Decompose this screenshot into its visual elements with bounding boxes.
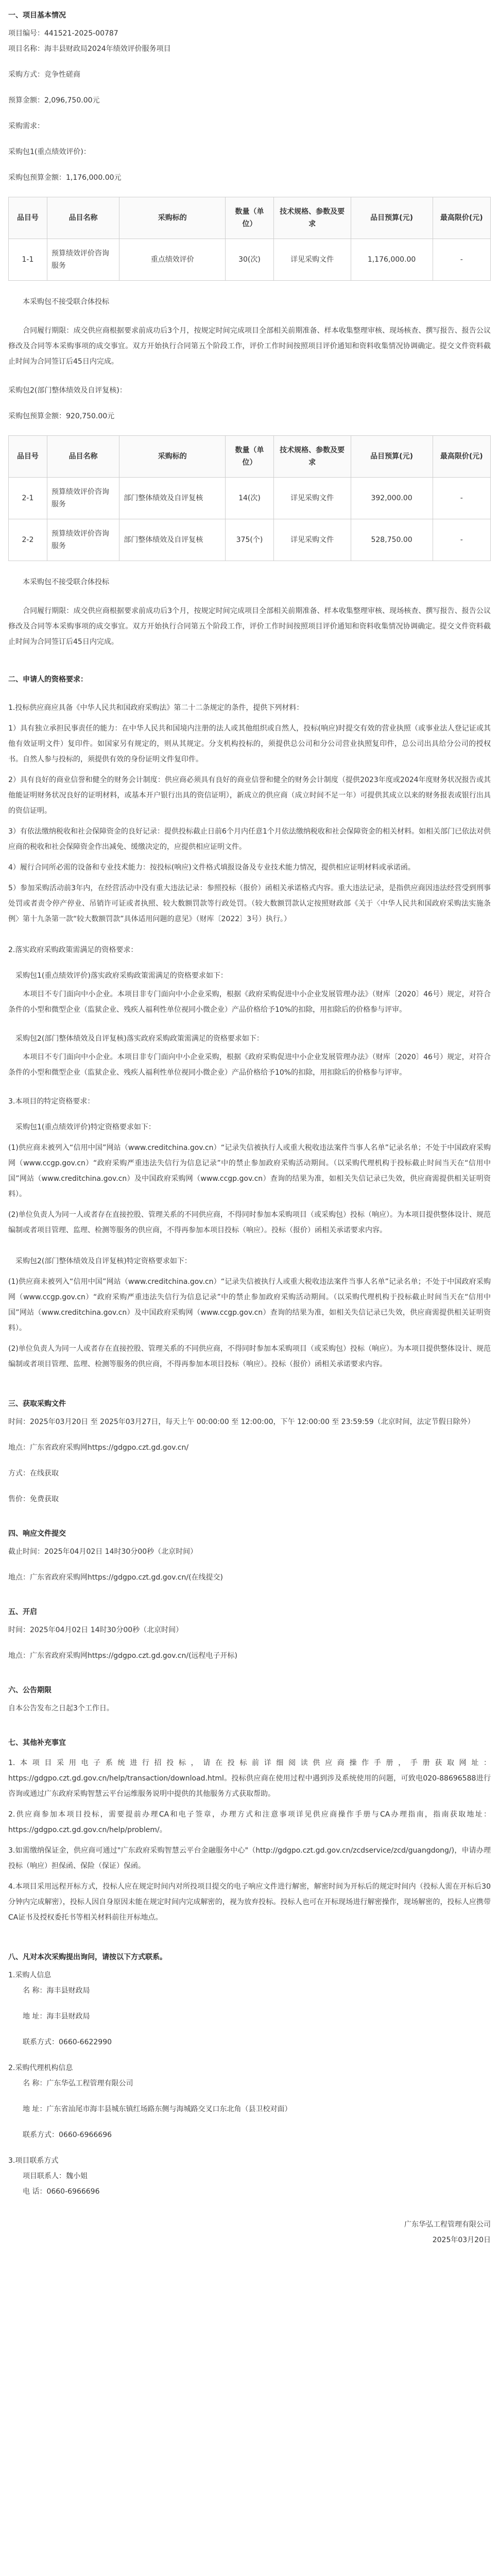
policy-package-2-label: 采购包2(部门整体绩效及自评复核)落实政府采购政策需满足的资格要求如下： xyxy=(15,1035,264,1043)
agent-name: 名 称：广东华弘工程管理有限公司 xyxy=(23,2079,133,2088)
buyer-phone: 联系方式：0660-6622990 xyxy=(23,2038,112,2046)
col-header: 采购标的 xyxy=(119,197,226,239)
table-cell: 375(个) xyxy=(226,519,274,561)
section-2-title: 二、申请人的资格要求： xyxy=(8,675,88,684)
procurement-method: 采购方式：竞争性磋商 xyxy=(8,71,80,79)
package-2-performance: 合同履行期限：成交供应商根据要求前成功后3个月，按规定时间完成项目全部相关前期准备、样本收集整理审核、现场核查、撰写报告、报告公议修改及合同等本采购事项的成交事宜。双方开始执行合同第五个阶段工作，评价工作时间按照项目评价通知和资料收集情况协调确定。提交文件资料截止时间为合同签订后45日内完成。 xyxy=(8,607,491,646)
table-cell: - xyxy=(433,239,490,281)
table-header-row xyxy=(9,436,491,478)
table-cell: 详见采购文件 xyxy=(273,478,351,519)
package-2-budget: 采购包预算金额：920,750.00元 xyxy=(8,412,115,420)
section-3-title: 三、获取采购文件 xyxy=(8,1400,66,1408)
project-name: 项目名称：海丰县财政局2024年绩效评价服务项目 xyxy=(8,45,171,53)
section-6-title: 六、公告期限 xyxy=(8,1686,51,1694)
footer-date: 2025年03月20日 xyxy=(432,2236,491,2244)
document-way: 方式：在线获取 xyxy=(8,1469,59,1478)
table-cell: 14(次) xyxy=(226,478,274,519)
package-1-note: 本采购包不接受联合体投标 xyxy=(23,298,109,306)
col-header: 品目名称 xyxy=(47,197,119,239)
announcement-footer xyxy=(8,2217,491,2248)
package-1-table xyxy=(8,197,491,281)
footer-organization: 广东华弘工程管理有限公司 xyxy=(404,2221,491,2229)
specific-item: (1)供应商未被列入“信用中国”网站（www.creditchina.gov.cn）“记录失信被执行人或重大税收违法案件当事人名单”记录名单；不处于中国政府采购网（www.ccgp.gov.cn）“政府采购严重违法失信行为信息记录”中的禁止参加政府采购活动期间。（以采购代理机构于投标截止时间当天在“信用中国”网站（www.creditchina.gov.cn）及中国政府采购网（www.ccgp.gov.cn）查询的结果为准，如相关失信记录已失效，供应商需提供相关证明资料）。 xyxy=(8,1278,491,1332)
section-7-title: 七、其他补充事宜 xyxy=(8,1739,66,1747)
contact-phone: 电 话：0660-6966696 xyxy=(23,2188,100,2196)
col-header: 品目预算(元) xyxy=(351,436,433,478)
table-cell: 528,750.00 xyxy=(351,519,433,561)
col-header: 数量（单位） xyxy=(226,436,274,478)
table-cell: - xyxy=(433,519,490,561)
qualification-intro: 1.投标供应商应具备《中华人民共和国政府采购法》第二十二条规定的条件，提供下列材料： xyxy=(8,704,304,712)
supplement-item: 4.本项目采用远程开标方式，投标人应在规定时间内对所投项目提交的电子响应文件进行解密，解密时间为开标后的规定时间内（投标人需在开标后30分钟内完成解密），投标人因自身原因未能在规定时间内完成解密的，视为放弃投标。投标人也可在开标现场进行解密操作，现场解密的，投标人应携带CA证书及授权委托书等相关材料前往开标地点。 xyxy=(8,1883,491,1922)
policy-requirements-title: 2.落实政府采购政策需满足的资格要求： xyxy=(8,946,138,954)
agent-phone: 联系方式：0660-6966696 xyxy=(23,2131,112,2139)
table-cell: 1,176,000.00 xyxy=(351,239,433,281)
table-cell: 部门整体绩效及自评复核 xyxy=(119,519,226,561)
package-1-budget: 采购包预算金额：1,176,000.00元 xyxy=(8,174,122,182)
table-cell: 2-2 xyxy=(9,519,47,561)
package-1-performance: 合同履行期限：成交供应商根据要求前成功后3个月，按规定时间完成项目全部相关前期准备、样本收集整理审核、现场核查、撰写报告、报告公议修改及合同等本采购事项的成交事宜。双方开始执行合同第五个阶段工作，评价工作时间按照项目评价通知和资料收集情况协调确定。提交文件资料截止时间为合同签订后45日内完成。 xyxy=(8,327,491,366)
package-2-note: 本采购包不接受联合体投标 xyxy=(23,578,109,586)
project-number: 项目编号：441521-2025-00787 xyxy=(8,29,118,38)
table-cell: 预算绩效评价咨询服务 xyxy=(47,478,119,519)
table-cell: 详见采购文件 xyxy=(273,239,351,281)
table-cell: 392,000.00 xyxy=(351,478,433,519)
table-row xyxy=(9,519,491,561)
table-cell: 预算绩效评价咨询服务 xyxy=(47,519,119,561)
policy-package-2-text: 本项目不专门面向中小企业。本项目非专门面向中小企业采购，根据《政府采购促进中小企业发展管理办法》（财库〔2020〕46号）规定，对符合条件的小型和微型企业（监狱企业、残疾人福利性单位视同小微企业）产品价格给予10%的扣除，用扣除后的价格参与评审。 xyxy=(8,1053,491,1077)
table-cell: 重点绩效评价 xyxy=(119,239,226,281)
table-cell: 预算绩效评价咨询服务 xyxy=(47,239,119,281)
table-header-row xyxy=(9,197,491,239)
agent-info-title: 2.采购代理机构信息 xyxy=(8,2064,73,2072)
col-header: 技术规格、参数及要求 xyxy=(273,436,351,478)
section-1-title: 一、项目基本情况 xyxy=(8,11,66,20)
specific-item: (2)单位负责人为同一人或者存在直接控股、管理关系的不同供应商，不得同时参加本采购项目（或采购包）投标（响应）。为本项目提供整体设计、规范编制或者项目管理、监理、检测等服务的供应商，不得再参加本项目投标（响应）。投标（报价）函相关承诺要求内容。 xyxy=(8,1211,491,1234)
buyer-address: 地 址：海丰县财政局 xyxy=(23,2012,90,2021)
section-8-title: 八、凡对本次采购提出询问，请按以下方式联系。 xyxy=(8,1953,167,1961)
specific-package-1-label: 采购包1(重点绩效评价)特定资格要求如下： xyxy=(15,1123,156,1131)
buyer-name: 名 称：海丰县财政局 xyxy=(23,1987,90,1995)
qualification-item: 5）参加采购活动前3年内，在经营活动中没有重大违法记录：参照投标（报价）函相关承诺格式内容。重大违法记录，是指供应商因违法经营受到刑事处罚或者责令停产停业、吊销许可证或者执照、较大数额罚款等行政处罚。（较大数额罚款认定按照财政部《关于〈中华人民共和国政府采购法实施条例〉第十九条第一款“较大数额罚款”具体适用问题的意见》（财库〔2022〕3号）执行。） xyxy=(8,884,491,923)
document-time: 时间：2025年03月20日 至 2025年03月27日，每天上午 00:00:00 至 12:00:00，下午 12:00:00 至 23:59:59（北京时间，法定节假日除外） xyxy=(8,1418,475,1426)
supplement-item: 1.本项目采用电子系统进行招投标，请在投标前详细阅读供应商操作手册，手册获取网址：https://gdgpo.czt.gd.gov.cn/help/transaction/download.html。投标供应商在使用过程中遇到涉及系统使用的问题，可致电020-88696588进行咨询或通过广东政府采购智慧云平台运维服务说明中提供的其他服务方式获取帮助。 xyxy=(8,1759,491,1798)
agent-address: 地 址：广东省汕尾市海丰县城东镇红场路东侧与海城路交叉口东北角（县卫校对面） xyxy=(23,2105,292,2113)
policy-package-1-label: 采购包1(重点绩效评价)落实政府采购政策需满足的资格要求如下： xyxy=(15,972,228,980)
policy-package-1-text: 本项目不专门面向中小企业。本项目非专门面向中小企业采购，根据《政府采购促进中小企业发展管理办法》（财库〔2020〕46号）规定，对符合条件的小型和微型企业（监狱企业、残疾人福利性单位视同小微企业）产品价格给予10%的扣除，用扣除后的价格参与评审。 xyxy=(8,990,491,1014)
package-2-title: 采购包2(部门整体绩效及自评复核)： xyxy=(8,386,127,395)
budget-amount: 预算金额：2,096,750.00元 xyxy=(8,96,100,105)
opening-place: 地点：广东省政府采购网https://gdgpo.czt.gd.gov.cn/(远程电子开标) xyxy=(8,1652,238,1660)
table-cell: 详见采购文件 xyxy=(273,519,351,561)
contact-info-title: 3.项目联系方式 xyxy=(8,2157,59,2165)
col-header: 数量（单位） xyxy=(226,197,274,239)
table-cell: 1-1 xyxy=(9,239,47,281)
table-cell: - xyxy=(433,478,490,519)
submission-deadline: 截止时间：2025年04月02日 14时30分00秒（北京时间） xyxy=(8,1548,198,1556)
qualification-item: 1）具有独立承担民事责任的能力：在中华人民共和国境内注册的法人或其他组织或自然人，投标(响应)时提交有效的营业执照（或事业法人登记证或其他有效证明文件）复印件。如国家另有规定的，则从其规定。分支机构投标的，须提供总公司和分公司营业执照复印件，总公司出具给分公司的授权书。自然人参与投标的，须提供有效的身份证明文件复印件。 xyxy=(8,724,491,764)
section-4-title: 四、响应文件提交 xyxy=(8,1530,66,1538)
notice-period: 自本公告发布之日起3个工作日。 xyxy=(8,1704,114,1713)
specific-item: (1)供应商未被列入“信用中国”网站（www.creditchina.gov.cn）“记录失信被执行人或重大税收违法案件当事人名单”记录名单；不处于中国政府采购网（www.ccgp.gov.cn）“政府采购严重违法失信行为信息记录”中的禁止参加政府采购活动期间。（以采购代理机构于投标截止时间当天在“信用中国”网站（www.creditchina.gov.cn）及中国政府采购网（www.ccgp.gov.cn）查询的结果为准，如相关失信记录已失效，供应商需提供相关证明资料）。 xyxy=(8,1144,491,1198)
col-header: 最高限价(元) xyxy=(433,197,490,239)
specific-package-2-label: 采购包2(部门整体绩效及自评复核)特定资格要求如下： xyxy=(15,1257,192,1265)
section-5-title: 五、开启 xyxy=(8,1608,37,1616)
qualification-item: 4）履行合同所必需的设备和专业技术能力：按投标(响应)文件格式填报设备及专业技术能力情况，提供相应证明材料或承诺函。 xyxy=(8,863,415,872)
table-cell: 部门整体绩效及自评复核 xyxy=(119,478,226,519)
document-place: 地点：广东省政府采购网https://gdgpo.czt.gd.gov.cn/ xyxy=(8,1444,189,1452)
buyer-info-title: 1.采购人信息 xyxy=(8,1971,51,1979)
col-header: 品目预算(元) xyxy=(351,197,433,239)
opening-time: 时间：2025年04月02日 14时30分00秒（北京时间） xyxy=(8,1626,183,1634)
col-header: 采购标的 xyxy=(119,436,226,478)
supplement-item: 2.供应商参加本项目投标，需要提前办理CA和电子签章，办理方式和注意事项详见供应商操作手册与CA办理指南，指南获取地址：https://gdgpo.czt.gd.gov.cn/help/problem/。 xyxy=(8,1810,491,1834)
document-price: 售价：免费获取 xyxy=(8,1495,59,1503)
table-cell: 2-1 xyxy=(9,478,47,519)
table-row xyxy=(9,239,491,281)
col-header: 品目名称 xyxy=(47,436,119,478)
col-header: 品目号 xyxy=(9,436,47,478)
qualification-item: 2）具有良好的商业信誉和健全的财务会计制度：供应商必须具有良好的商业信誉和健全的财务会计制度（提供2023年度或2024年度财务状况报告或其他能证明财务状况良好的证明材料，或基本开户银行出具的资信证明），新成立的供应商（成立时间不足一年）可提供其成立以来的财务报表或银行出具的资信证明。 xyxy=(8,776,491,815)
col-header: 品目号 xyxy=(9,197,47,239)
package-2-table xyxy=(8,435,491,561)
col-header: 技术规格、参数及要求 xyxy=(273,197,351,239)
table-cell: 30(次) xyxy=(226,239,274,281)
requirements-label: 采购需求： xyxy=(8,122,44,130)
specific-item: (2)单位负责人为同一人或者存在直接控股、管理关系的不同供应商，不得同时参加本采购项目（或采购包）投标（响应）。为本项目提供整体设计、规范编制或者项目管理、监理、检测等服务的供应商，不得再参加本项目投标（响应）。投标（报价）函相关承诺要求内容。 xyxy=(8,1345,491,1368)
supplement-item: 3.如需缴纳保证金，供应商可通过"广东政府采购智慧云平台金融服务中心"（http://gdgpo.czt.gd.gov.cn/zcdservice/zcd/guangdong/)，申请办理投标（响应）担保函、保险（保证）保函。 xyxy=(8,1846,491,1870)
qualification-item: 3）有依法缴纳税收和社会保障资金的良好记录：提供投标截止日前6个月内任意1个月依法缴纳税收和社会保障资金的相关材料。如相关部门已依法对供应商的税收和社会保障资金作出减免、缓缴决定的，应提供相应证明文件。 xyxy=(8,827,491,851)
table-row xyxy=(9,478,491,519)
col-header: 最高限价(元) xyxy=(433,436,490,478)
specific-requirements-title: 3.本项目的特定资格要求： xyxy=(8,1097,95,1106)
contact-person: 项目联系人：魏小姐 xyxy=(23,2172,88,2180)
submission-place: 地点：广东省政府采购网https://gdgpo.czt.gd.gov.cn/(在线提交) xyxy=(8,1573,223,1582)
package-1-title: 采购包1(重点绩效评价)： xyxy=(8,148,91,156)
